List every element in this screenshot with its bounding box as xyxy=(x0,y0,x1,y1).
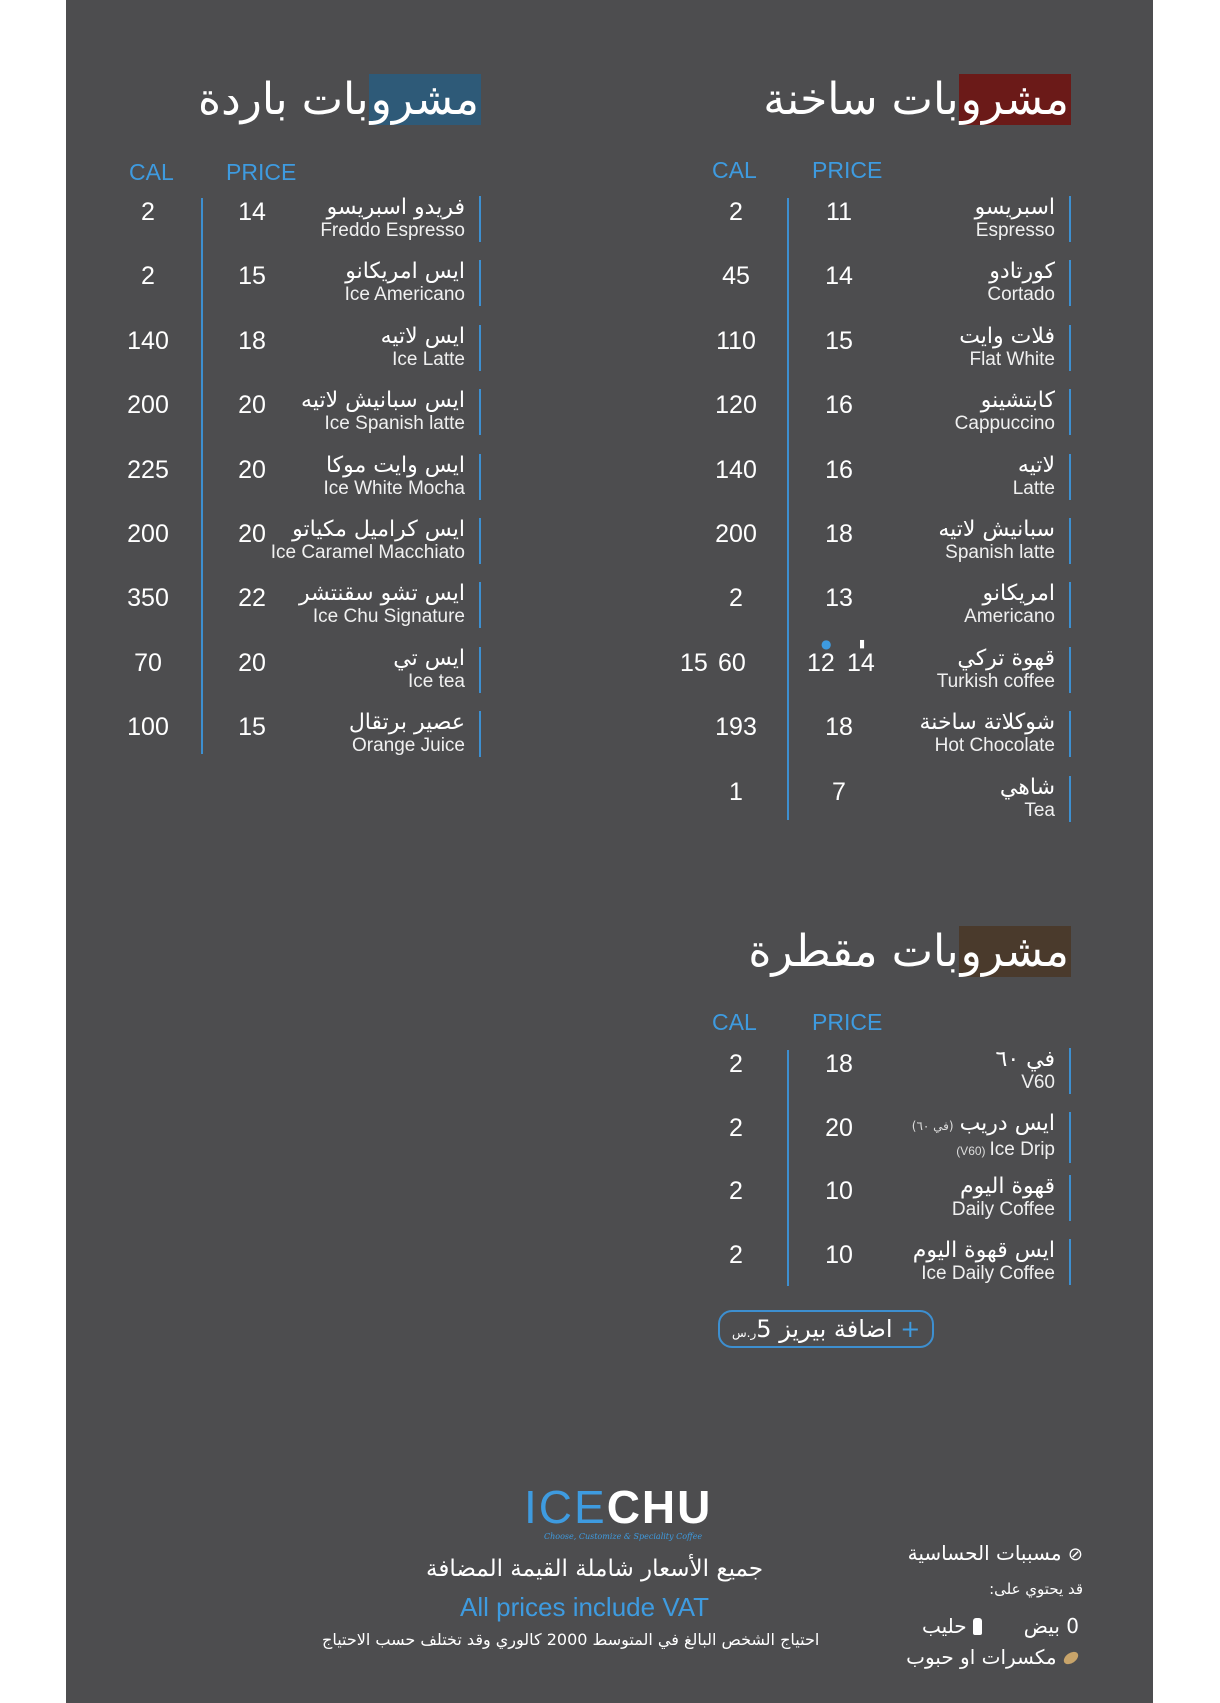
item-name-ar: فلات وايت xyxy=(959,323,1055,349)
item-calories: 200 xyxy=(715,520,757,548)
item-price: 15 xyxy=(238,713,266,742)
nut-icon xyxy=(1062,1649,1081,1666)
item-note-ar: (في ٦٠) xyxy=(911,1118,954,1133)
item-calories: 193 xyxy=(715,713,757,742)
cold-menu-row xyxy=(66,196,1153,248)
item-name xyxy=(349,711,481,757)
item-name-ar: ايس كراميل مكياتو xyxy=(292,517,465,542)
item-calories: 45 xyxy=(722,262,750,291)
addon-price: 5 xyxy=(756,1315,772,1343)
item-name-en: Ice tea xyxy=(407,670,465,692)
egg-icon: 0 xyxy=(1066,1614,1079,1638)
item-name-ar: كابتشينو xyxy=(980,388,1055,414)
item-calories: 200 xyxy=(127,391,169,420)
allergens-title-text: مسببات الحساسية xyxy=(907,1541,1062,1565)
item-calories: 2 xyxy=(729,1113,743,1142)
extra-shot-addon xyxy=(718,1310,934,1348)
cold-menu-row xyxy=(66,325,1153,377)
vat-note-ar: جميع الأسعار شاملة القيمة المضافة xyxy=(426,1556,764,1582)
cold-menu-row xyxy=(66,518,1153,570)
item-price: 20 xyxy=(238,455,266,484)
item-name-en: Latte xyxy=(1012,477,1055,499)
plus-icon: + xyxy=(900,1315,921,1343)
hot-section-title xyxy=(763,72,1071,128)
allergen-nuts-text: مكسرات او حبوب xyxy=(906,1645,1057,1669)
item-name-en: Ice Americano xyxy=(344,284,465,306)
item-calories: 2 xyxy=(729,1177,743,1205)
item-name xyxy=(996,1048,1072,1094)
item-name-ar: ايس قهوة اليوم xyxy=(912,1237,1055,1263)
item-name xyxy=(393,647,481,693)
logo-chu: CHU xyxy=(606,1481,713,1533)
item-price: 10 xyxy=(825,1240,853,1269)
drip-title-highlight: مشرو xyxy=(960,926,1069,977)
allergens-title xyxy=(908,1541,1083,1565)
addon-label: اضافة بيريز xyxy=(779,1315,893,1343)
item-name-en: Ice Chu Signature xyxy=(312,606,465,628)
item-name-ar: فريدو اسبريسو xyxy=(326,195,465,220)
item-name-en: Ice Drip xyxy=(989,1138,1055,1160)
hot-price-header: PRICE xyxy=(812,157,883,183)
item-name xyxy=(952,1175,1071,1221)
allergen-eggs-text: بيض xyxy=(1023,1614,1060,1638)
item-calories: 110 xyxy=(716,326,756,355)
item-name-ar: ايس لاتيه xyxy=(380,323,465,349)
item-price-2: 14 xyxy=(847,648,875,677)
item-name xyxy=(1000,776,1071,822)
cup-icon: ▮ xyxy=(859,636,866,650)
item-name-ar: ايس تي xyxy=(393,645,465,671)
cold-price-header: PRICE xyxy=(226,159,297,185)
item-calories: 120 xyxy=(715,391,757,420)
cold-menu-row xyxy=(66,454,1153,506)
cold-section-title xyxy=(198,72,481,128)
item-name-ar: ايس سبانيش لاتيه xyxy=(301,388,465,414)
item-name-ar: لاتيه xyxy=(1017,452,1055,478)
item-name-en: Espresso xyxy=(975,220,1055,241)
item-name-ar: ايس تشو سقنتشر xyxy=(299,581,465,607)
item-name xyxy=(345,260,481,306)
item-calories: 2 xyxy=(729,198,743,226)
item-name-en: Spanish latte xyxy=(945,542,1055,563)
logo-ice: ICE xyxy=(524,1481,607,1533)
item-calories: 2 xyxy=(729,1050,743,1078)
item-name xyxy=(301,389,481,435)
item-name-en: Freddo Espresso xyxy=(320,220,465,241)
menu-sheet xyxy=(66,0,1153,1703)
item-name-en: Ice Latte xyxy=(392,348,465,370)
drip-menu-row xyxy=(66,1175,1153,1227)
item-name xyxy=(299,582,481,628)
item-name-en: Ice Daily Coffee xyxy=(921,1262,1055,1284)
item-name-ar: قهوة اليوم xyxy=(960,1174,1055,1199)
item-name-ar: سبانيش لاتيه xyxy=(938,517,1055,542)
milk-bottle-icon xyxy=(973,1618,982,1635)
hot-cal-header: CAL xyxy=(712,157,757,183)
cold-menu-row xyxy=(66,582,1153,634)
item-calories: 2 xyxy=(141,262,155,291)
item-price: 12 xyxy=(807,648,835,677)
item-name-ar-wrap xyxy=(912,1112,1055,1138)
item-name-en: Americano xyxy=(964,606,1055,628)
cold-menu-row xyxy=(66,260,1153,312)
item-name xyxy=(381,325,481,371)
item-price: 18 xyxy=(825,713,853,742)
item-calories: 140 xyxy=(715,455,757,484)
item-price: 16 xyxy=(825,455,853,484)
item-name-ar: شوكلاتة ساخنة xyxy=(919,710,1055,736)
drip-menu-row xyxy=(66,1239,1153,1291)
item-name-ar: كورتادو xyxy=(989,259,1055,285)
hot-title-rest: بات ساخنة xyxy=(763,74,959,125)
item-name-en: Turkish coffee xyxy=(936,670,1055,692)
cold-title-highlight: مشرو xyxy=(370,74,479,125)
item-price: 20 xyxy=(238,391,266,420)
item-calories: 200 xyxy=(127,520,169,548)
item-calories-2: 60 xyxy=(718,648,746,677)
cold-title-rest: بات باردة xyxy=(198,74,369,125)
item-price: 14 xyxy=(825,262,853,291)
item-name-ar: امريكانو xyxy=(982,581,1055,607)
item-name-en: Cortado xyxy=(987,284,1055,306)
drip-menu-row xyxy=(66,1112,1153,1164)
item-price: 15 xyxy=(825,326,853,355)
item-name-ar: ايس وايت موكا xyxy=(325,452,465,478)
item-calories: 350 xyxy=(127,584,169,613)
item-calories: 2 xyxy=(141,198,155,226)
item-calories: 140 xyxy=(127,326,169,355)
item-price: 22 xyxy=(238,584,266,613)
drip-title-rest: بات مقطرة xyxy=(748,926,959,977)
item-price: 18 xyxy=(238,326,266,355)
drip-price-header: PRICE xyxy=(812,1009,883,1035)
item-name-ar: شاهي xyxy=(999,774,1055,800)
item-name-en: Orange Juice xyxy=(351,735,465,757)
cold-cal-header: CAL xyxy=(129,159,174,185)
item-name-en: Tea xyxy=(1024,799,1055,821)
item-name-en: Hot Chocolate xyxy=(934,735,1055,757)
item-name-en: Cappuccino xyxy=(954,413,1055,435)
item-price: 20 xyxy=(238,648,266,677)
item-price: 13 xyxy=(825,584,853,613)
addon-currency: ر.س xyxy=(732,1326,757,1340)
item-price: 14 xyxy=(238,198,266,226)
item-price: 11 xyxy=(826,198,852,226)
water-drop-icon: ● xyxy=(821,636,832,651)
item-name-ar: ايس دريب xyxy=(959,1110,1055,1136)
cold-menu-row xyxy=(66,711,1153,763)
item-price: 16 xyxy=(825,391,853,420)
allergen-milk-text: حليب xyxy=(921,1614,967,1638)
item-note-en: (V60) xyxy=(956,1143,986,1158)
item-name xyxy=(912,1112,1071,1163)
allergen-milk xyxy=(922,1614,982,1638)
no-symbol-icon: ⊘ xyxy=(1067,1544,1083,1565)
item-price: 18 xyxy=(825,520,853,548)
item-price: 7 xyxy=(832,777,846,806)
drip-menu-row xyxy=(66,1048,1153,1100)
item-calories: 2 xyxy=(729,584,743,613)
item-name-en: Ice White Mocha xyxy=(323,477,465,499)
cold-menu-row xyxy=(66,389,1153,441)
item-name-en-wrap xyxy=(912,1138,1055,1163)
item-name xyxy=(320,196,481,242)
item-name-en: Daily Coffee xyxy=(951,1199,1055,1220)
drip-cal-header: CAL xyxy=(712,1009,757,1035)
logo-tagline: Choose, Customize & Speciality Coffee xyxy=(544,1532,703,1541)
item-name-en: Ice Spanish latte xyxy=(324,413,465,435)
icechu-logo xyxy=(524,1480,712,1534)
item-name-ar: ايس امريكانو xyxy=(345,259,465,285)
item-price: 20 xyxy=(238,520,266,548)
hot-title-highlight: مشرو xyxy=(960,74,1069,125)
hot-menu-row xyxy=(66,776,1153,828)
item-calories: 15 xyxy=(680,648,708,677)
item-name-ar: قهوة تركي xyxy=(957,645,1055,671)
item-name-en: V60 xyxy=(1021,1072,1055,1093)
drip-section-title xyxy=(748,924,1071,980)
item-name xyxy=(913,1239,1071,1285)
item-price: 10 xyxy=(825,1177,853,1205)
item-calories: 100 xyxy=(127,713,169,742)
item-price: 18 xyxy=(825,1050,853,1078)
item-calories: 225 xyxy=(127,455,169,484)
item-calories: 1 xyxy=(729,777,743,806)
allergen-nuts xyxy=(906,1645,1079,1669)
item-name-ar: اسبريسو xyxy=(974,195,1055,220)
may-contain-label: قد يحتوي على: xyxy=(989,1580,1083,1598)
cold-menu-row xyxy=(66,647,1153,699)
item-price: 15 xyxy=(238,262,266,291)
item-calories: 70 xyxy=(134,648,162,677)
item-name-ar: عصير برتقال xyxy=(348,710,465,736)
item-name-ar: في ٦٠ xyxy=(995,1047,1055,1072)
calorie-note: احتياج الشخص البالغ في المتوسط 2000 كالوري وقد تختلف حسب الاحتياج xyxy=(322,1630,820,1649)
item-name xyxy=(271,518,481,564)
item-name-en: Ice Caramel Macchiato xyxy=(270,542,465,563)
item-name xyxy=(324,454,482,500)
item-name-en: Flat White xyxy=(969,348,1055,370)
allergen-eggs xyxy=(1024,1614,1079,1638)
vat-note-en: All prices include VAT xyxy=(460,1592,710,1622)
item-price: 20 xyxy=(825,1113,853,1142)
item-calories: 2 xyxy=(729,1240,743,1269)
